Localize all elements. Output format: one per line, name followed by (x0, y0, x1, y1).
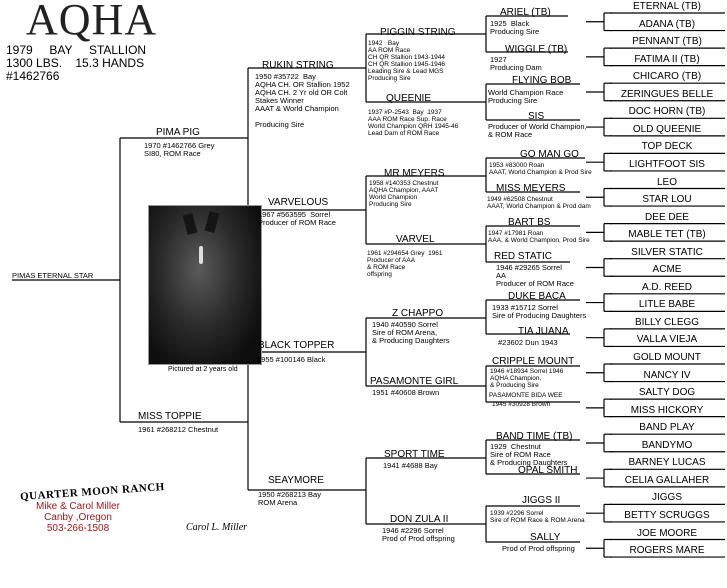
horse-details: 1979 BAY STALLION 1300 LBS. 15.3 HANDS #1462766 (6, 43, 147, 83)
gen1-name-dam: MISS TOPPIE (138, 411, 202, 422)
gen4-name: SALLY (530, 532, 561, 543)
gen3-name: MR MEYERS (384, 168, 445, 179)
gen4-name: SIS (528, 111, 545, 122)
gen4-name: OPAL SMITH (518, 465, 578, 476)
gen5-name: VALLA VIEJA (636, 334, 698, 346)
gen5-name: FATIMA II (TB) (634, 53, 700, 65)
gen5-name: CHICARO (TB) (632, 71, 702, 83)
gen4-name: GO MAN GO (520, 149, 579, 160)
gen3-info: 1958 #140353 Chestnut AQHA Champion, AAAT World Champion Producing Sire (369, 180, 439, 208)
gen4-info: 1946 #18934 Sorrel 1946 AQHA Champion, & Producing Sire (490, 368, 564, 389)
gen3-info: 1946 #2296 Sorrel Prod of Prod offspring (382, 526, 455, 543)
gen5-name: ZERINGUES BELLE (620, 88, 714, 100)
gen4-info: 1925 Black Producing Sire (490, 19, 540, 36)
gen2-info: 1967 #563595 Sorrel Producer of ROM Race (258, 210, 336, 227)
gen5-name: BANDYMO (641, 439, 693, 451)
gen3-info: 1951 #40608 Brown (372, 388, 440, 397)
gen3-name: PIGGIN STRING (380, 27, 456, 38)
gen5-name: TOP DECK (641, 141, 693, 153)
gen5-name: CELIA GALLAHER (624, 474, 710, 486)
gen5-name: BETTY SCRUGGS (624, 509, 710, 521)
gen4-info: Prod of Prod offspring (502, 544, 575, 553)
subject-name: PIMAS ETERNAL STAR (12, 271, 94, 280)
gen3-name: Z CHAPPO (392, 308, 444, 319)
gen5-name: DOC HORN (TB) (628, 106, 706, 118)
gen5-name: STAR LOU (642, 194, 692, 206)
gen4-name: PASAMONTE BIDA WEE (489, 392, 563, 399)
ranch-contact: Mike & Carol Miller Canby ,Oregon 503-266-1508 (36, 501, 120, 534)
gen4-info: 1953 #83000 Roan AAAT, World Champion & Prod Sire (489, 162, 592, 176)
gen4-info: 1946 #29265 Sorrel AA Producer of ROM Race (496, 263, 574, 288)
breed-title: AQHA (26, 0, 158, 44)
gen2-name: VARVELOUS (268, 197, 329, 208)
gen3-info: 1941 #4688 Bay (383, 461, 438, 470)
gen1-info-dam: 1961 #268212 Chestnut (138, 425, 219, 434)
gen5-name: PENNANT (TB) (632, 36, 702, 48)
gen4-name: WIGGLE (TB) (505, 44, 568, 55)
gen3-info: 1961 #294654 Grey 1961 Producer of AAA & ROM Race offspring (367, 250, 443, 278)
horse-photo (148, 205, 262, 365)
gen4-name: MISS MEYERS (496, 183, 566, 194)
gen3-name: PASAMONTE GIRL (370, 376, 459, 387)
gen4-name: FLYING BOB (512, 75, 572, 86)
gen2-name: SEAYMORE (268, 475, 324, 486)
gen4-name: RED STATIC (494, 251, 552, 262)
gen4-info: 1933 #15712 Sorrel Sire of Producing Daughters (492, 303, 587, 320)
gen3-info: 1942 Bay AA ROM Race CH QR Stallion 1943-1944 CH QR Stallion 1945-1946 Leading Sire & Lead MGS Producing Sire (368, 40, 445, 82)
gen5-name: LITLE BABE (638, 299, 696, 311)
signature: Carol L. Miller (186, 522, 248, 533)
gen4-info: 1927 Producing Dam (490, 55, 542, 72)
gen4-info: 1949 #62508 Chestnut AAAT, World Champion & Prod dam (487, 196, 591, 210)
gen5-name: DEE DEE (645, 211, 689, 223)
ranch-name: QUARTER MOON RANCH (19, 480, 166, 504)
gen1-name-sire: PIMA PIG (156, 127, 200, 138)
gen4-name: BAND TIME (TB) (496, 431, 573, 442)
gen4-name: DUKE BACA (508, 291, 566, 302)
gen2-info: 1955 #100146 Black (257, 355, 326, 364)
gen5-name: OLD QUEENIE (632, 123, 702, 135)
gen3-info: 1937 #P-2543 Bay 1937 AAA ROM Race Sup. Race World Champion QRH 1945-46 Lead Dam of ROM Race (368, 109, 459, 137)
gen5-name: ADANA (TB) (638, 18, 696, 30)
gen2-info: 1950 #268213 Bay ROM Arena (258, 490, 321, 507)
gen5-name: ROGERS MARE (629, 545, 705, 557)
gen5-name: BAND PLAY (639, 422, 695, 434)
gen2-info: 1950 #35722 Bay AQHA CH. OR Stallion 1952 AQHA CH. 2 Yr old OR Colt Stakes Winner AAAT & World Champion Producing Sire (255, 72, 350, 129)
gen4-info: 1929 Chestnut Sire of ROM Race & Producing Daughters (490, 442, 568, 467)
gen4-name: JIGGS II (522, 495, 561, 506)
gen5-name: MISS HICKORY (630, 404, 704, 416)
photo-caption: Pictured at 2 years old (168, 366, 238, 373)
gen5-name: JOE MOORE (636, 527, 697, 539)
gen4-info: 1945 #30928 Brown (492, 401, 551, 408)
gen3-info: 1940 #40590 Sorrel Sire of ROM Arena, & Producing Daughters (372, 320, 450, 345)
gen5-name: LEO (656, 176, 677, 188)
gen5-name: SALTY DOG (638, 387, 696, 399)
gen4-name: CRIPPLE MOUNT (492, 356, 575, 367)
gen4-name: BART BS (508, 217, 551, 228)
gen4-info: World Champion Race Producing Sire (488, 88, 564, 105)
gen5-name: ACME (652, 264, 682, 276)
gen1-info-sire: 1970 #1462766 Grey SI80, ROM Race (144, 141, 215, 158)
gen5-name: NANCY IV (643, 369, 691, 381)
gen5-name: BARNEY LUCAS (628, 457, 706, 469)
gen2-name: RUKIN STRING (262, 60, 334, 71)
gen5-name: SILVER STATIC (631, 246, 703, 258)
gen4-info: Producer of World Champion, & ROM Race (488, 122, 587, 139)
gen4-name: ARIEL (TB) (500, 7, 551, 18)
gen5-name: ETERNAL (TB) (633, 1, 701, 12)
gen4-info: 1947 #17981 Roan AAA, & World Champion, Prod Sire (488, 230, 590, 244)
gen5-name: LIGHTFOOT SIS (629, 158, 705, 170)
gen5-name: GOLD MOUNT (633, 352, 701, 363)
gen5-name: A.D. REED (641, 281, 692, 293)
gen3-name: SPORT TIME (384, 449, 445, 460)
gen4-info: 1939 #2296 Sorrel Sire of ROM Race & ROM Arena (490, 510, 585, 524)
gen3-name: QUEENIE (386, 93, 432, 104)
gen4-info: #23602 Dun 1943 (498, 338, 558, 347)
gen3-name: VARVEL (396, 234, 435, 245)
gen5-name: BILLY CLEGG (634, 316, 700, 328)
gen3-name: DON ZULA II (390, 514, 449, 525)
gen2-name: BLACK TOPPER (258, 340, 335, 351)
gen4-name: TIA JUANA (518, 326, 569, 337)
gen5-name: JIGGS (651, 492, 682, 504)
gen5-name: MABLE TET (TB) (628, 229, 706, 241)
